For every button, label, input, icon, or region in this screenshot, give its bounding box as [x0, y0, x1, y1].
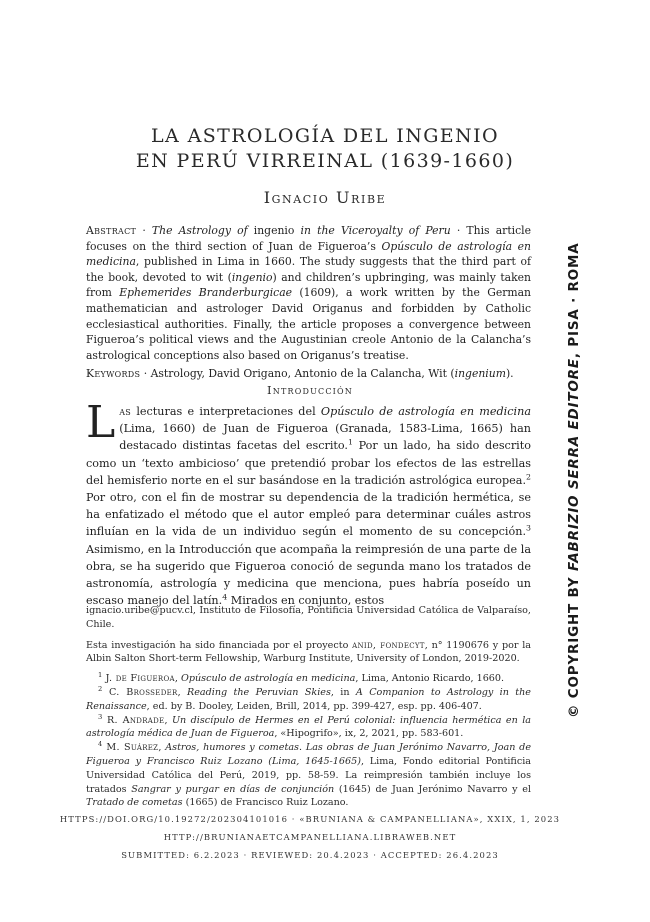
body-paragraph: Las lecturas e interpretaciones del Opúsculo de astrología en medicina (Lima, 1660) de Juan de Figueroa (Granada, 1583-Lima, 1665) han destacado distintas facetas del escrito.$^1$ Por un lado, ha sido descrito como un ‘texto ambicioso’ que pretendió probar los efectos de las estrellas del hemisferio norte en el sur basándose en la tradición astrológica europea.$^2$ Por otro, con el fin de mostrar su dependencia de la tradición hermética, se ha enfatizado el método que el autor empleó para determinar cuáles astros influían en la vida de un individuo según el momento de su concepción.$^3$ Asimismo, en la Introducción que acompaña la reimpresión de una parte de la obra, se ha sugerido que Figueroa conoció de segunda mano los tratados de astronomía, astrología y medicina que menciona, pues habría poseído un escaso manejo del latín.$^4$ Mirados en conjunto, estos: [86, 397, 531, 608]
doi-line[interactable]: HTTPS://DOI.ORG/10.19272/202304101016 · «BRUNIANA & CAMPANELLIANA», XXIX, 1, 2023: [59, 814, 561, 824]
author-name: Ignacio Uribe: [263, 188, 387, 207]
footnote-3: $^3$ R. Andrade, Un discípulo de Hermes en el Perú colonial: influencia hermética en la astrología médica de Juan de Figueroa, «Hipogrifo», ix, 2, 2021, pp. 583-601.: [86, 712, 531, 740]
footnote-4: $^4$ M. Suárez, Astros, humores y cometas. Las obras de Juan Jerónimo Navarro, Joan de Figueroa y Francisco Ruiz Lozano (Lima, 1645-1665), Lima, Fondo editorial Pontificia Universidad Católica del Perú, 2019, pp. 58-59. La reimpresión también incluye los tratados Sangrar y purgar en días de conjunción (1645) de Juan Jerónimo Navarro y el Tratado de cometas (1665) de Francisco Ruiz Lozano.: [86, 739, 531, 809]
article-title-line-2: EN PERÚ VIRREINAL (1639-1660): [135, 150, 515, 172]
abstract-label: Abstract: [86, 224, 137, 237]
article-title-line-1: LA ASTROLOGÍA DEL INGENIO: [151, 125, 499, 147]
footnote-1: $^1$ J. de Figueroa, Opúsculo de astrología en medicina, Lima, Antonio Ricardo, 1660.: [98, 671, 505, 685]
abstract-paragraph: Abstract · The Astrology of ingenio in the Viceroyalty of Peru · This article focuses on the third section of Juan de Figueroa’s Opúsculo de astrología en medicina, published in Lima in 1660. The study suggests that the third part of the book, devoted to wit (ingenio) and children’s upbringing, was mainly taken from Ephemerides Branderburgicae (1609), a work written by the German mathematician and astrologer David Origanus and forbidden by Catholic ecclesiastical authorities. Finally, the article proposes a convergence between Figueroa’s political views and the Augustinian creole Antonio de la Calancha’s astrological conceptions also based on Origanus’s treatise.: [86, 224, 532, 362]
funding-note: Esta investigación ha sido financiada por el proyecto anid, fondecyt, n° 1190676 y por la Albin Salton Short-term Fellowship, Warburg Institute, University of London, 2019-2020.: [86, 639, 531, 665]
keywords-label: Keywords: [86, 367, 141, 381]
abstract-title: The Astrology of: [151, 224, 248, 237]
copyright-notice: © COPYRIGHT BY FABRIZIO SERRA EDITORE, PISA · ROMA: [566, 242, 582, 718]
keywords-paragraph: Keywords · Astrology, David Origano, Antonio de la Calancha, Wit (ingenium).: [86, 367, 514, 381]
footnote-ref-3[interactable]: 3: [526, 523, 531, 533]
footnote-ref-2[interactable]: 2: [526, 472, 531, 482]
drop-cap: L: [86, 397, 116, 448]
abstract-block: [86, 223, 531, 382]
submission-dates: SUBMITTED: 6.2.2023 · REVIEWED: 20.4.2023 · ACCEPTED: 26.4.2023: [121, 850, 499, 860]
footnote-ref-1[interactable]: 1: [347, 437, 353, 447]
journal-url[interactable]: HTTP://BRUNIANAETCAMPANELLIANA.LIBRAWEB.NET: [163, 832, 457, 842]
footnote-ref-4[interactable]: 4: [222, 592, 228, 602]
section-heading: Introducción: [267, 383, 353, 397]
footnote-2: $^2$ C. Brosseder, Reading the Peruvian Skies, in A Companion to Astrology in the Renaissance, ed. by B. Dooley, Leiden, Brill, 2014, pp. 399-427, esp. pp. 406-407.: [86, 684, 531, 712]
author-affiliation: ignacio.uribe@pucv.cl, Instituto de Filosofía, Pontificia Universidad Católica de Valparaíso, Chile.: [86, 605, 531, 630]
footnotes: [86, 604, 531, 810]
